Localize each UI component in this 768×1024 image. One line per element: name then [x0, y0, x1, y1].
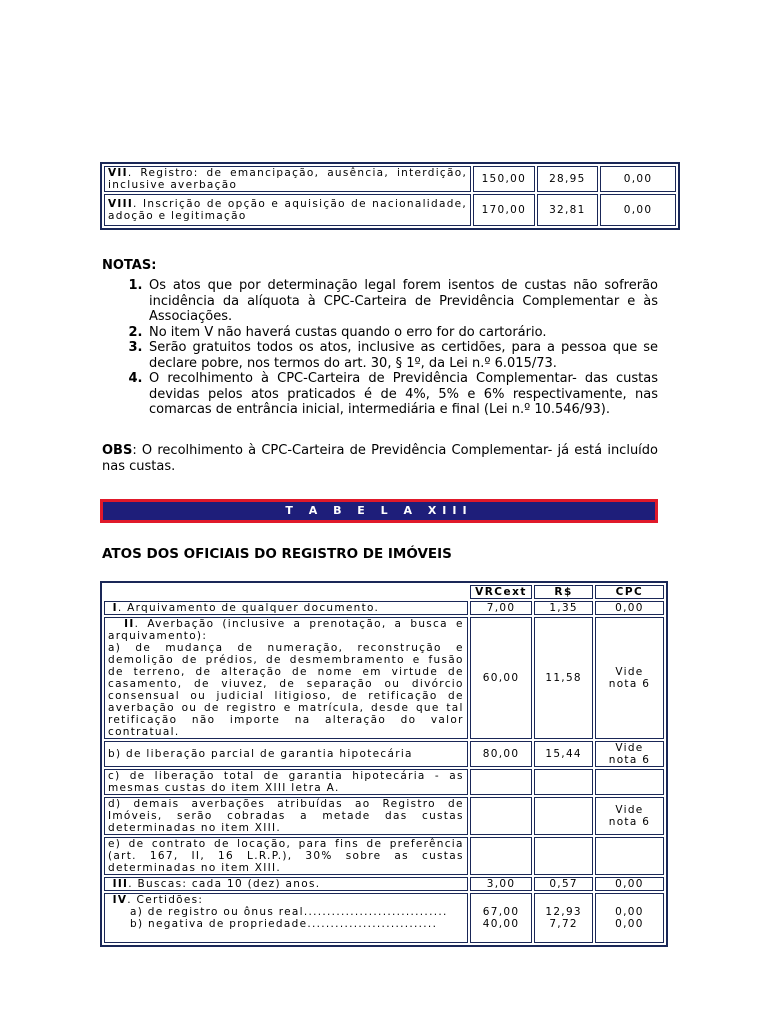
vrc-value: 60,00: [470, 617, 533, 739]
cpc-value: Vide nota 6: [595, 797, 664, 835]
row-description: e) de contrato de locação, para fins de preferência (art. 167, II, 16 L.R.P.), 30% sobre as custas determinadas no item XIII.: [104, 837, 468, 875]
table-row: [104, 877, 664, 891]
table-row: [104, 769, 664, 795]
rs-value: [534, 797, 593, 835]
rs-value: 15,44: [534, 741, 593, 767]
table-row: [104, 194, 676, 226]
table-row: [104, 617, 664, 739]
obs-text: : O recolhimento à CPC-Carteira de Previdência Complementar- já está incluído nas custas.: [102, 443, 658, 474]
list-item: 1. Os atos que por determinação legal forem isentos de custas não sofrerão incidência da alíquota à CPC-Carteira de Previdência Complementar e às Associações.: [147, 278, 658, 325]
column-header-rs: R$: [534, 585, 593, 599]
vrc-value: [470, 769, 533, 795]
vrc-value: 170,00: [473, 194, 535, 226]
row-description: b) de liberação parcial de garantia hipotecária: [104, 741, 468, 767]
list-item: 4. O recolhimento à CPC-Carteira de Previdência Complementar- das custas devidas pelos atos praticados é de 4%, 5% e 6% respectivamente, nas comarcas de entrância inicial, intermediária e final (Lei n.º 10.546/93).: [147, 371, 658, 418]
rs-value: 0,57: [534, 877, 593, 891]
rs-value: 1,35: [534, 601, 593, 615]
section-title: ATOS DOS OFICIAIS DO REGISTRO DE IMÓVEIS: [102, 546, 452, 562]
rs-value: 32,81: [537, 194, 599, 226]
vrc-value: 150,00: [473, 166, 535, 192]
notes-list: [102, 278, 658, 418]
cpc-value: 0,00: [600, 166, 676, 192]
cpc-value: [595, 837, 664, 875]
table-row: [104, 837, 664, 875]
row-description: II. Averbação (inclusive a prenotação, a busca e arquivamento): a) de mudança de numeração, reconstrução e demolição de prédios, de desmembramento e fusão de terreno, de alteração de nome em virtude de casamento, de viuvez, de separação ou divórcio consensual ou judicial litigioso, de retificação de averbação ou de registro e matrícula, desde que tal retificação não importe na alteração do valor contratual.: [104, 617, 468, 739]
table-row: [104, 166, 676, 192]
row-description: c) de liberação total de garantia hipotecária - as mesmas custas do item XIII letra A.: [104, 769, 468, 795]
row-description: VIII. Inscrição de opção e aquisição de nacionalidade, adoção e legitimação: [104, 194, 471, 226]
row-description: I. Arquivamento de qualquer documento.: [104, 601, 468, 615]
list-item: 3. Serão gratuitos todos os atos, inclusive as certidões, para a pessoa que se declare pobre, nos termos do art. 30, § 1º, da Lei n.º 6.015/73.: [147, 340, 658, 371]
list-item: 2. No item V não haverá custas quando o erro for do cartorário.: [147, 325, 658, 341]
rs-value: 28,95: [537, 166, 599, 192]
rs-value: [534, 769, 593, 795]
cpc-value: 0,00: [600, 194, 676, 226]
table-row: [104, 601, 664, 615]
cpc-value: 0,00: [595, 601, 664, 615]
table-row: [104, 893, 664, 943]
cpc-value: [595, 769, 664, 795]
fees-table-top: [100, 162, 680, 230]
fees-table-imoveis: [100, 581, 668, 947]
cpc-value: Vide nota 6: [595, 617, 664, 739]
rs-value: 12,93 7,72: [534, 893, 593, 943]
table-row: [104, 797, 664, 835]
vrc-value: [470, 837, 533, 875]
cpc-value: 0,00 0,00: [595, 893, 664, 943]
rs-value: 11,58: [534, 617, 593, 739]
row-description: III. Buscas: cada 10 (dez) anos.: [104, 877, 468, 891]
rs-value: [534, 837, 593, 875]
empty-header-cell: [104, 585, 468, 599]
row-description: IV. Certidões: a) de registro ou ônus real............................... b) negativa de propriedade............................: [104, 893, 468, 943]
column-header-vrcext: VRCext: [470, 585, 533, 599]
vrc-value: 7,00: [470, 601, 533, 615]
cpc-value: 0,00: [595, 877, 664, 891]
obs-paragraph: [102, 443, 658, 475]
notes-title: NOTAS:: [102, 258, 157, 273]
table-row: [104, 741, 664, 767]
table-header-row: [104, 585, 664, 599]
vrc-value: 67,00 40,00: [470, 893, 533, 943]
vrc-value: 80,00: [470, 741, 533, 767]
column-header-cpc: CPC: [595, 585, 664, 599]
vrc-value: [470, 797, 533, 835]
obs-label: OBS: [102, 443, 133, 458]
table-banner: T A B E L A XIII: [100, 499, 658, 523]
vrc-value: 3,00: [470, 877, 533, 891]
row-description: d) demais averbações atribuídas ao Registro de Imóveis, serão cobradas a metade das custas determinadas no item XIII.: [104, 797, 468, 835]
row-description: VII. Registro: de emancipação, ausência, interdição, inclusive averbação: [104, 166, 471, 192]
cpc-value: Vide nota 6: [595, 741, 664, 767]
